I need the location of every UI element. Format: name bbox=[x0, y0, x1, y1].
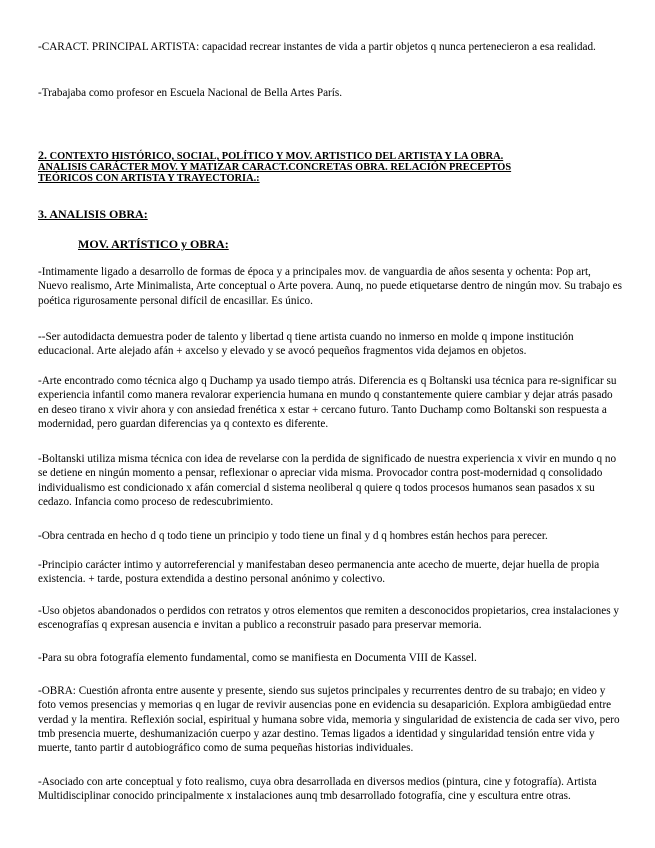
section-2-title: CONTEXTO HISTÓRICO, SOCIAL, POLÍTICO Y MOV. ARTISTICO DEL ARTISTA Y LA OBRA. ANALISIS CARÁCTER MOV. Y MATIZAR CARACT.CONCRETAS OBRA. RELACIÓN PRECEPTOS TEÓRICOS CON ARTISTA Y TRAYECTORIA.: bbox=[38, 151, 512, 185]
paragraph-10: -Asociado con arte conceptual y foto realismo, cuya obra desarrollada en diversos medios (pintura, cine y fotografía). Artista Multidisciplinar conocido principalmente x instalaciones aunq tmb desarrollado fotografía, cine y escultura entre otras. bbox=[38, 776, 597, 803]
paragraph-4: -Boltanski utiliza misma técnica con idea de revelarse con la perdida de significado de nuestra experiencia x vivir en mundo q no se detiene en ningún momento a pensar, reflexionar o apreciar vida misma. Provocador contra post-modernidad q consolidado individualismo est condicionado x afán comercial d sistema neoliberal q quiere q todos procesos humanos sean pasados x su cedazo. Infancia como proceso de redescubrimiento. bbox=[38, 453, 617, 508]
subsection-heading: MOV. ARTÍSTICO y OBRA: bbox=[78, 237, 229, 251]
intro-paragraph-1: -CARACT. PRINCIPAL ARTISTA: capacidad recrear instantes de vida a partir objetos q nunca pertenecieron a esa realidad. bbox=[38, 41, 596, 53]
section-2-number: 2. bbox=[38, 148, 47, 162]
paragraph-6: -Principio carácter intimo y autorreferencial y manifestaban deseo permanencia ante acecho de muerte, dejar huella de propia existencia. + tarde, postura extendida a destino personal anónimo y colectivo. bbox=[38, 559, 600, 586]
paragraph-2: --Ser autodidacta demuestra poder de talento y libertad q tiene artista cuando no inmerso en molde q impone institución educacional. Arte alejado afán + axcelso y elevado y se avocó pequeños fragmentos vida dejamos en objetos. bbox=[38, 331, 574, 358]
intro-paragraph-2: -Trabajaba como profesor en Escuela Nacional de Bella Artes París. bbox=[38, 87, 343, 99]
paragraph-9: -OBRA: Cuestión afronta entre ausente y presente, siendo sus sujetos principales y recurrentes dentro de su trabajo; en video y foto vemos presencias y memorias q en lugar de revivir ausencias pone en evidencia su desaparición. Explora ambigüedad entre verdad y la mentira. Reflexión social, espiritual y humana sobre vida, memoria y singularidad de existencia de cada ser vivo, pero tmb presencia muerte, deshumanización cuerpo y azar destino. Temas ligados a identidad y singularidad tensión entre vida y muerte, tanto partir d autobiográfico como de suma pequeñas historias individuales. bbox=[38, 685, 620, 755]
section-3-heading: 3. ANALISIS OBRA: bbox=[38, 207, 148, 221]
paragraph-1: -Intimamente ligado a desarrollo de formas de época y a principales mov. de vanguardia de años sesenta y ochenta: Pop art, Nuevo realismo, Arte Minimalista, Arte conceptual o Arte povera. Aunq, no puede etiquetarse dentro de ningún mov. Su trabajo es poética rigurosamente personal difícil de encasillar. Es único. bbox=[38, 266, 622, 307]
paragraph-3: -Arte encontrado como técnica algo q Duchamp ya usado tiempo atrás. Diferencia es q Boltanski usa técnica para re-significar su experiencia infantil como manera revalorar experiencia humana en mundo q constantemente quiere cambiar y dejar atrás pasado en deseo tirano x vivir ahora y con ansiedad frenética x estar + cercano futuro. Tanto Duchamp como Boltanski son respuesta a modernidad, pero guardan diferencias ya q contexto es diferente. bbox=[38, 375, 617, 430]
paragraph-5: -Obra centrada en hecho d q todo tiene un principio y todo tiene un final y d q hombres están hechos para perecer. bbox=[38, 530, 548, 542]
section-2-heading bbox=[38, 150, 543, 185]
paragraph-8: -Para su obra fotografía elemento fundamental, como se manifiesta en Documenta VIII de Kassel. bbox=[38, 652, 477, 664]
paragraph-7: -Uso objetos abandonados o perdidos con retratos y otros elementos que remiten a desconocidos propietarios, crea instalaciones y escenografías q expresan ausencia e invitan a publico a reconstruir pasado para preservar memoria. bbox=[38, 605, 619, 632]
